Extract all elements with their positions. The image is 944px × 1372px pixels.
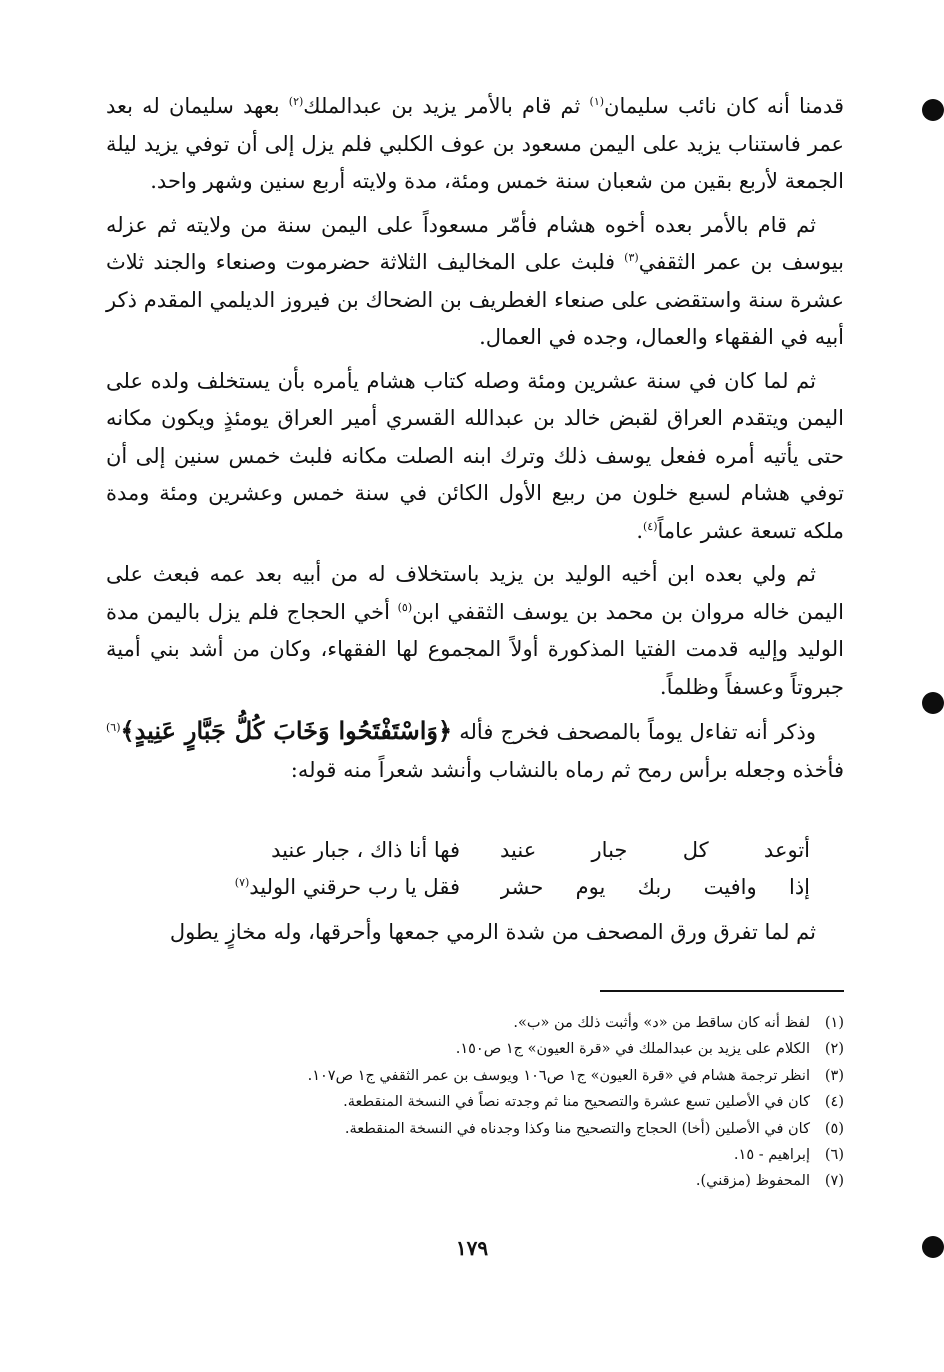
page-number: ١٧٩	[455, 1236, 489, 1260]
paragraph-1-text-c: بعهد سليمان له بعد عمر فاستناب يزيد على اليمن مسعود بن عوف الكلبي فلم يزل إلى أن توفي يزيد ليلة الجمعة لأربع بقين من شعبان سنة خمس ومئة، مدة ولايته أربع سنين وشهر واحد.	[106, 94, 844, 193]
poem-verse-2-second-hemistich	[150, 869, 460, 906]
footnote-ref-2: (٢)	[288, 95, 304, 108]
footnote-ref-4: (٤)	[643, 519, 658, 533]
footnote-2	[144, 1036, 844, 1062]
poem-verse-2-second-text: فقل يا رب حرقني الوليد	[249, 875, 460, 899]
footnote-divider	[600, 990, 844, 992]
margin-punch-hole-top	[922, 99, 944, 121]
poem-verse-1-first-hemistich: أتوعد كل جبار عنيد	[500, 838, 810, 862]
paragraph-6-text: ثم لما تفرق ورق المصحف من شدة الرمي جمعها وأحرقها، وله مخازٍ يطول	[169, 920, 816, 944]
paragraph-1	[106, 88, 844, 201]
paragraph-1-text-a: قدمنا أنه كان نائب سليمان	[604, 94, 844, 118]
paragraph-5	[106, 712, 844, 789]
footnote-5-number: (٥)	[824, 1120, 844, 1137]
paragraph-3-text-b: .	[636, 518, 643, 543]
footnote-ref-7: (٧)	[234, 876, 250, 889]
paragraph-4-text-b: أخي الحجاج فلم يزل باليمن مدة الوليد وإليه قدمت الفتيا المذكورة أولاً المجموع لها الفقهاء، وكان من أشد بني أمية جبروتاً وعسفاً وظلماً.	[106, 599, 844, 699]
paragraph-3	[106, 363, 844, 551]
footnote-3	[144, 1063, 844, 1089]
footnote-ref-1: (١)	[589, 95, 605, 108]
footnote-3-text: انظر ترجمة هشام في «قرة العيون» ج١ ص١٠٦ ويوسف بن عمر الثقفي ج١ ص١٠٧.	[307, 1067, 810, 1084]
footnotes	[144, 1010, 844, 1195]
footnote-6	[144, 1142, 844, 1168]
paragraph-1-text-b: ثم قام بالأمر يزيد بن عبدالملك	[303, 94, 590, 118]
poem-verse-2	[150, 869, 810, 906]
paragraph-2-text-a: ثم قام بالأمر بعده أخوه هشام فأمّر مسعوداً على اليمن سنة من ولايته ثم عزله بيوسف بن عمر الثقفي	[106, 212, 844, 274]
paragraph-6	[106, 914, 844, 952]
footnote-4	[144, 1089, 844, 1115]
footnote-ref-5: (٥)	[397, 600, 413, 614]
footnote-4-number: (٤)	[824, 1094, 844, 1111]
margin-punch-hole-middle	[922, 692, 944, 714]
footnote-6-text: إبراهيم - ١٥.	[733, 1147, 810, 1164]
paragraph-2	[106, 207, 844, 357]
paragraph-3-text-a: ثم لما كان في سنة عشرين ومئة وصله كتاب هشام يأمره بأن يستخلف ولده على اليمن ويتقدم العراق لقبض خالد بن عبدالله القسري أمير العراق يومئذٍ ويكون مكانه حتى يأتيه أمره ففعل يوسف ذلك وترك ابنه الصلت مكانه فلبث خمس سنين إلى أن توفي هشام لسبع خلون من ربيع الأول الكائن في سنة خمس وعشرين ومئة ومدة ملكه تسعة عشر عاماً	[106, 368, 844, 543]
paragraph-2-text-b: فلبث على المخاليف الثلاثة حضرموت وصنعاء والجند ثلاث عشرة سنة واستقضى على صنعاء الغطريف بن الضحاك بن فيروز الديلمي المقدم ذكر أبيه في الفقهاء والعمال، وجده في العمال.	[106, 250, 844, 349]
paragraph-4	[106, 556, 844, 706]
footnote-6-number: (٦)	[824, 1147, 844, 1164]
footnote-7-number: (٧)	[824, 1173, 844, 1190]
footnote-5-text: كان في الأصلين (أخا) الحجاج والتصحيح منا وكذا وجدناه في النسخة المنقطعة.	[344, 1120, 810, 1137]
footnote-1-number: (١)	[824, 1015, 844, 1031]
footnote-5	[144, 1116, 844, 1142]
paragraph-5-text-a: وذكر أنه تفاءل يوماً بالمصحف فخرج فأله	[452, 720, 816, 744]
poem	[150, 832, 810, 906]
paragraph-4-text-a: ثم ولي بعده ابن أخيه الوليد بن يزيد باستخلاف له من أبيه بعد عمه فبعث على اليمن خاله مروان بن محمد بن يوسف الثقفي ابن	[106, 562, 844, 624]
footnote-3-number: (٣)	[824, 1067, 844, 1084]
poem-verse-2-first-hemistich: إذا وافيت ربك يوم حشر	[500, 875, 810, 899]
paragraph-5-text-b: فأخذه وجعله برأس رمح ثم رماه بالنشاب وأنشد شعراً منه قوله:	[290, 757, 844, 782]
footnote-7	[144, 1168, 844, 1194]
footnote-ref-3: (٣)	[624, 251, 639, 264]
footnote-1	[144, 1010, 844, 1036]
poem-verse-1-second-hemistich: فها أنا ذاك ، جبار عنيد	[271, 838, 460, 862]
poem-verse-1	[150, 832, 810, 869]
footnote-2-number: (٢)	[824, 1041, 844, 1058]
quran-verse: ﴿وَاسْتَفْتَحُوا وَخَابَ كُلُّ جَبَّارٍ عَنِيدٍ﴾	[120, 716, 453, 745]
main-text	[106, 88, 844, 795]
final-text	[106, 914, 844, 958]
footnote-1-text: لفظ أنه كان ساقط من «د» وأثبت ذلك من «ب».	[513, 1015, 810, 1031]
footnote-2-text: الكلام على يزيد بن عبدالملك في «قرة العيون» ج١ ص١٥٠.	[455, 1041, 810, 1058]
footnote-4-text: كان في الأصلين تسع عشرة والتصحيح منا ثم وجدته نصاً في النسخة المنقطعة.	[343, 1094, 810, 1111]
footnote-ref-6: (٦)	[106, 721, 121, 734]
footnote-7-text: المحفوظ (مزقني).	[695, 1173, 810, 1190]
